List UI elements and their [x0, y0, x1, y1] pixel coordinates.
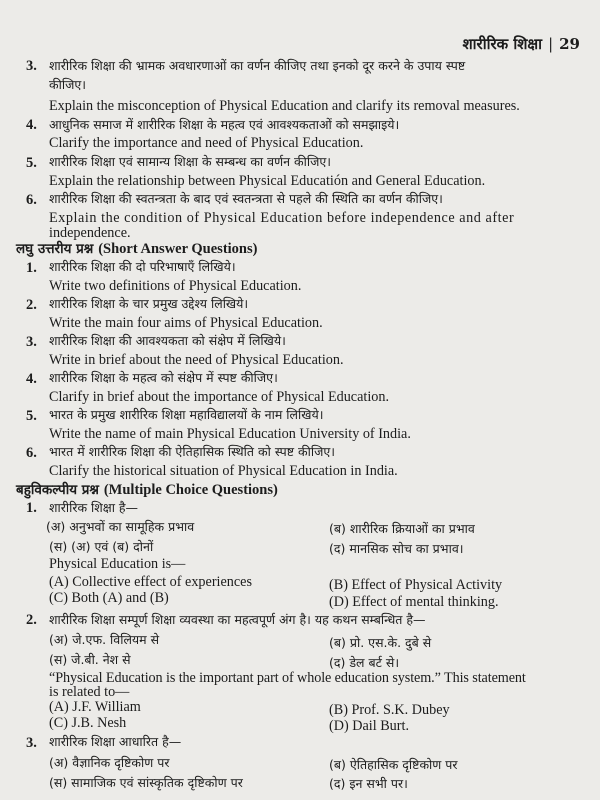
question-hindi: शारीरिक शिक्षा के चार प्रमुख उद्देश्य लिखिये।	[49, 296, 249, 311]
option-english-a: (A) Collective effect of experiences	[49, 574, 252, 590]
question-hindi: शारीरिक शिक्षा के महत्व को संक्षेप में स्पष्ट कीजिए।	[49, 370, 278, 385]
question-hindi: शारीरिक शिक्षा है—	[49, 500, 139, 515]
option-hindi-b: (ब) प्रो. एस.के. दुबे से	[329, 635, 432, 650]
question-number: 4.	[26, 371, 37, 387]
question-english: Clarify in brief about the importance of Physical Education.	[49, 389, 390, 405]
header-separator: |	[548, 35, 554, 53]
question-hindi: शारीरिक शिक्षा एवं सामान्य शिक्षा के सम्बन्ध का वर्णन कीजिए।	[49, 154, 332, 169]
option-hindi-b: (ब) शारीरिक क्रियाओं का प्रभाव	[329, 521, 475, 536]
question-hindi: शारीरिक शिक्षा की भ्रामक अवधारणाओं का वर्णन कीजिए तथा इनको दूर करने के उपाय स्पष्ट	[49, 58, 466, 73]
question-hindi: शारीरिक शिक्षा की स्वतन्त्रता के बाद एवं स्वतन्त्रता से पहले की स्थिति का वर्णन कीजिए।	[49, 191, 443, 206]
question-english: Write the main four aims of Physical Education.	[49, 315, 323, 331]
question-number: 5.	[26, 155, 37, 171]
question-hindi: भारत में शारीरिक शिक्षा की ऐतिहासिक स्थिति को स्पष्ट कीजिए।	[49, 444, 336, 459]
question-number: 3.	[26, 58, 37, 74]
question-hindi: शारीरिक शिक्षा की दो परिभाषाएँ लिखिये।	[49, 259, 236, 274]
question-english: “Physical Education is the important part of whole education system.” This statement	[49, 670, 526, 686]
option-english-a: (A) J.F. William	[49, 699, 141, 715]
header-title: शारीरिक शिक्षा	[462, 35, 543, 53]
question-number: 1.	[26, 260, 37, 276]
question-number: 3.	[26, 735, 37, 751]
question-english: Explain the condition of Physical Education before independence and after	[49, 210, 515, 226]
question-hindi: शारीरिक शिक्षा की आवश्यकता को संक्षेप में लिखिये।	[49, 333, 286, 348]
section-title-hindi: लघु उत्तरीय प्रश्न	[16, 241, 94, 257]
question-hindi: आधुनिक समाज में शारीरिक शिक्षा के महत्व एवं आवश्यकताओं को समझाइये।	[49, 117, 400, 132]
question-number: 2.	[26, 612, 37, 628]
question-number: 6.	[26, 192, 37, 208]
question-hindi: भारत के प्रमुख शारीरिक शिक्षा महाविद्यालयों के नाम लिखिये।	[49, 407, 324, 422]
question-english: Clarify the historical situation of Physical Education in India.	[49, 463, 398, 479]
option-english-d: (D) Effect of mental thinking.	[329, 594, 499, 610]
question-number: 2.	[26, 297, 37, 313]
section-title-english: (Short Answer Questions)	[98, 241, 258, 257]
question-english: Write the name of main Physical Education University of India.	[49, 426, 411, 442]
option-hindi-d: (द) मानसिक सोच का प्रभाव।	[329, 541, 464, 556]
option-hindi-d: (द) डेल बर्ट से।	[329, 655, 400, 670]
question-number: 5.	[26, 408, 37, 424]
option-english-c: (C) Both (A) and (B)	[49, 590, 169, 606]
question-number: 4.	[26, 117, 37, 133]
question-number: 1.	[26, 500, 37, 516]
question-number: 3.	[26, 334, 37, 350]
question-english-cont: is related to—	[49, 684, 130, 700]
option-hindi-a: (अ) अनुभवों का सामूहिक प्रभाव	[46, 519, 195, 534]
option-english-b: (B) Effect of Physical Activity	[329, 577, 503, 593]
option-english-b: (B) Prof. S.K. Dubey	[329, 702, 450, 718]
question-english-cont: independence.	[49, 225, 131, 241]
question-english: Explain the relationship between Physical Educatión and General Education.	[49, 173, 486, 189]
question-english: Explain the misconception of Physical Education and clarify its removal measures.	[49, 98, 520, 114]
question-hindi-cont: कीजिए।	[49, 77, 87, 92]
question-hindi: शारीरिक शिक्षा आधारित है—	[49, 734, 182, 749]
question-english: Write in brief about the need of Physical Education.	[49, 352, 344, 368]
option-english-d: (D) Dail Burt.	[329, 718, 409, 734]
option-hindi-d: (द) इन सभी पर।	[329, 776, 408, 791]
section-title-hindi: बहुविकल्पीय प्रश्न	[16, 482, 99, 498]
question-english: Clarify the importance and need of Physical Education.	[49, 135, 364, 151]
section-heading-short-answer	[16, 239, 257, 258]
section-heading-mcq	[16, 480, 278, 499]
section-title-english: (Multiple Choice Questions)	[103, 482, 278, 498]
option-hindi-c: (स) सामाजिक एवं सांस्कृतिक दृष्टिकोण पर	[49, 775, 243, 790]
option-hindi-a: (अ) जे.एफ. विलियम से	[49, 632, 160, 647]
option-hindi-c: (स) (अ) एवं (ब) दोनों	[49, 539, 154, 554]
question-english: Write two definitions of Physical Education.	[49, 278, 302, 294]
question-number: 6.	[26, 445, 37, 461]
page-header	[462, 34, 580, 54]
option-hindi-c: (स) जे.बी. नेश से	[49, 652, 131, 667]
question-english: Physical Education is—	[49, 556, 186, 572]
question-hindi: शारीरिक शिक्षा सम्पूर्ण शिक्षा व्यवस्था का महत्वपूर्ण अंग है। यह कथन सम्बन्धित है—	[49, 612, 426, 627]
option-hindi-a: (अ) वैज्ञानिक दृष्टिकोण पर	[49, 755, 170, 770]
option-hindi-b: (ब) ऐतिहासिक दृष्टिकोण पर	[329, 757, 458, 772]
option-english-c: (C) J.B. Nesh	[49, 715, 127, 731]
page-number: 29	[559, 35, 580, 53]
